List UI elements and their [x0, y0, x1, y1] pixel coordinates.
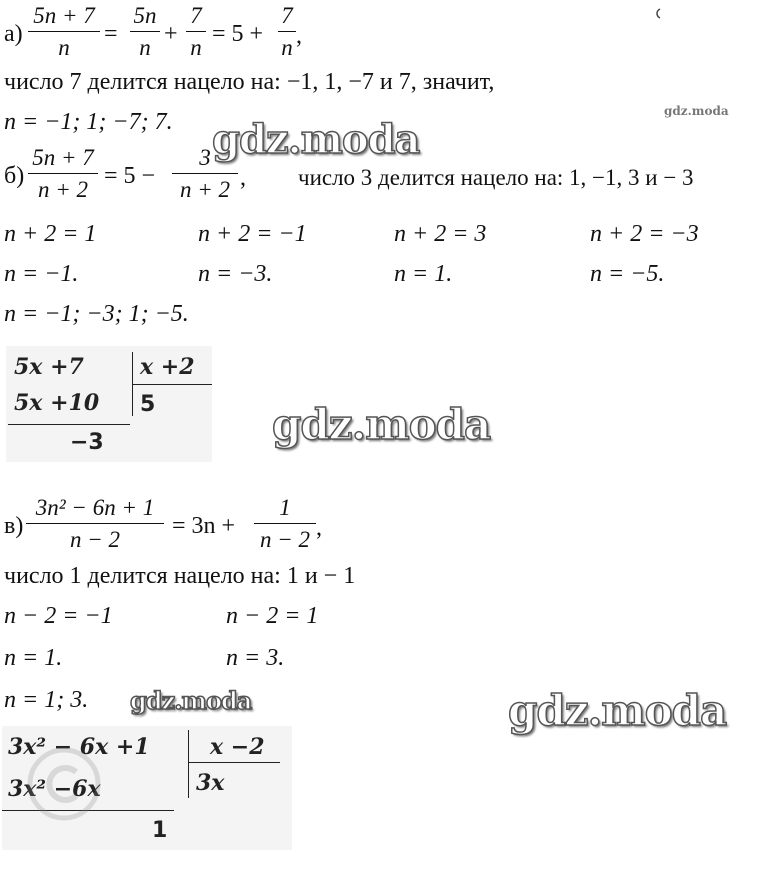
comma: ,: [240, 165, 246, 191]
division-dividend: 5x +7: [14, 354, 84, 380]
fraction-denominator: n: [139, 35, 151, 60]
part-a-divisibility-text: число 7 делится нацело на: −1, 1, −7 и 7, значит,: [4, 69, 495, 95]
fraction-bar: [28, 31, 100, 32]
fraction-bar: [130, 31, 160, 32]
division-quotient: 5: [140, 392, 156, 417]
division-dividend: 3x² − 6x +1: [8, 734, 150, 760]
part-a-label: а): [4, 21, 23, 47]
part-b-divisibility-text: число 3 делится нацело на: 1, −1, 3 и − 3: [298, 165, 694, 190]
fraction-bar: [172, 173, 238, 174]
part-c-frac-lhs: [26, 496, 164, 551]
fraction-bar: [254, 523, 316, 524]
watermark-top: gdz.moda: [212, 116, 420, 163]
division-remainder: −3: [70, 430, 104, 455]
part-b-equation-1: n + 2 = 1: [4, 221, 97, 247]
fraction-denominator: n: [190, 35, 202, 60]
fraction-numerator: 5n + 7: [33, 3, 95, 28]
part-b-frac-lhs: [28, 146, 98, 201]
equals-five-plus: = 5 +: [212, 21, 264, 47]
equals-five-minus: = 5 −: [104, 163, 156, 189]
fraction-denominator: n: [58, 35, 70, 60]
part-a-frac-4: [278, 4, 296, 59]
part-b-solution-3: n = 1.: [394, 261, 453, 287]
division-divisor-underline: [188, 762, 280, 763]
division-remainder: 1: [152, 818, 168, 843]
fraction-denominator: n − 2: [259, 527, 311, 552]
watermark-small: gdz.moda: [664, 104, 729, 118]
part-a-answer: n = −1; 1; −7; 7.: [4, 109, 173, 135]
plus-sign: +: [164, 21, 178, 47]
comma: ,: [316, 515, 322, 541]
fraction-numerator: 3: [199, 145, 211, 170]
long-division-b: [6, 346, 212, 462]
part-c-answer: n = 1; 3.: [4, 687, 89, 713]
fraction-numerator: 5n: [133, 3, 157, 28]
division-subtrahend: 3x² −6x: [8, 776, 101, 802]
part-b-equation-2: n + 2 = −1: [198, 221, 307, 247]
part-c-divisibility-text: число 1 делится нацело на: 1 и − 1: [4, 563, 356, 589]
fraction-bar: [26, 523, 164, 524]
fraction-numerator: 7: [281, 3, 293, 28]
fraction-numerator: 3n² − 6n + 1: [35, 495, 155, 520]
fraction-bar: [28, 173, 98, 174]
part-b-solution-4: n = −5.: [590, 261, 665, 287]
copyright-watermark-icon: [24, 744, 104, 824]
fraction-denominator: n − 2: [69, 527, 121, 552]
part-c-label: в): [4, 513, 24, 539]
part-a-frac-3: [186, 4, 206, 59]
part-c-solution-1: n = 1.: [4, 645, 63, 671]
fraction-numerator: 7: [190, 3, 202, 28]
division-divisor: x +2: [140, 354, 195, 380]
part-b-label: б): [4, 163, 25, 189]
division-quotient: 3x: [196, 770, 225, 796]
part-b-answer: n = −1; −3; 1; −5.: [4, 301, 189, 327]
part-b-solution-2: n = −3.: [198, 261, 273, 287]
part-c-equation-1: n − 2 = −1: [4, 603, 113, 629]
part-b-equation-3: n + 2 = 3: [394, 221, 487, 247]
watermark-bottom-right: gdz.moda: [508, 686, 727, 735]
part-c-equation-2: n − 2 = 1: [226, 603, 319, 629]
stray-mark-icon: [654, 8, 664, 20]
division-divisor-underline: [132, 384, 212, 385]
fraction-numerator: 5n + 7: [32, 145, 94, 170]
part-a-frac-lhs: [28, 4, 100, 59]
part-b-solution-1: n = −1.: [4, 261, 79, 287]
equals-three-n-plus: = 3n +: [172, 513, 236, 539]
fraction-bar: [278, 31, 296, 32]
watermark-bottom-left: gdz.moda: [130, 686, 252, 715]
division-subtrahend: 5x +10: [14, 390, 100, 416]
division-divisor: x −2: [210, 734, 265, 760]
division-vertical-bar: [188, 730, 189, 798]
part-c-solution-2: n = 3.: [226, 645, 285, 671]
part-b-equation-4: n + 2 = −3: [590, 221, 699, 247]
comma: ,: [296, 23, 302, 49]
fraction-bar: [186, 31, 206, 32]
equals-sign: =: [104, 21, 118, 47]
part-a-frac-2: [130, 4, 160, 59]
watermark-middle: gdz.moda: [272, 400, 491, 449]
fraction-denominator: n + 2: [37, 177, 89, 202]
fraction-numerator: 1: [279, 495, 291, 520]
part-c-frac-rhs: [254, 496, 316, 551]
fraction-denominator: n: [281, 35, 293, 60]
fraction-denominator: n + 2: [179, 177, 231, 202]
division-result-line: [8, 424, 130, 425]
